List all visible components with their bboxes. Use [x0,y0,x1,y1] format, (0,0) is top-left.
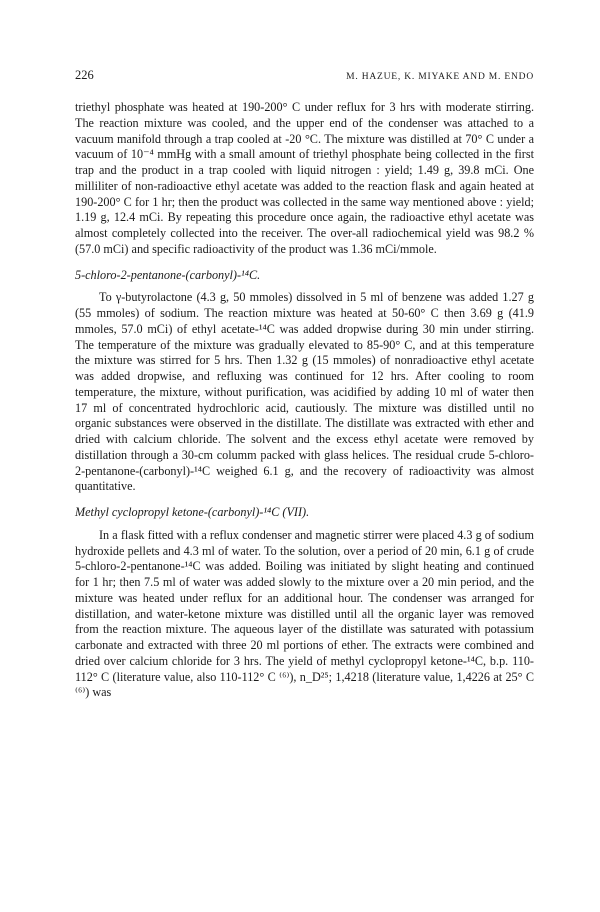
body-paragraph-chloropentanone: To γ-butyrolactone (4.3 g, 50 mmoles) dissolved in 5 ml of benzene was added 1.27 g (55 mmoles) of sodium. The reaction mixture was heated at 50-60° C then 3.69 g (41.9 mmoles, 57.0 mCi) of ethyl acetate-¹⁴C was added dropwise during 30 min under stirring. The temperature of the mixture was gradually elevated to 85-90° C, and at this temperature the mixture was stirred for 5 hrs. Then 1.32 g (15 mmoles) of nonradioactive ethyl acetate was added dropwise, and refluxing was continued for 12 hrs. After cooling to room temperature, the mixture, without purification, was acidified by adding 10 ml of water then 17 ml of concentrated hydrochloric acid, cautiously. The mixture was distilled until no organic substances were observed in the distillate. The distillate was extracted with ether and dried with calcium chloride. The solvent and the excess ethyl acetate were removed by distillation through a 30-cm columm packed with glass helices. The residual crude 5-chloro-2-pentanone-(carbonyl)-¹⁴C weighed 6.1 g, and the recovery of radioactivity was almost quantitative. [75,290,534,494]
page-header [75,68,534,88]
section-heading-chloropentanone: 5-chloro-2-pentanone-(carbonyl)-¹⁴C. [75,267,261,282]
section-heading-methyl-cyclopropyl-ketone: Methyl cyclopropyl ketone-(carbonyl)-¹⁴C (VII). [75,505,310,519]
body-paragraph-methyl-cyclopropyl-ketone: In a flask fitted with a reflux condenser and magnetic stirrer were placed 4.3 g of sodium hydroxide pellets and 4.3 ml of water. To the solution, over a period of 20 min, 6.1 g of crude 5-chloro-2-pentanone-¹⁴C was added. Boiling was initiated by slight heating and continued for 1 hr; then 7.5 ml of water was added slowly to the mixture over a 20 min period, and the mixture was heated under reflux for an additional hour. The condenser was arranged for distillation, and water-ketone mixture was distilled until all the organic layer was removed from the reaction mixture. The aqueous layer of the distillate was saturated with potassium carbonate and extracted with three 20 ml portions of ether. The extracts were combined and dried over calcium chloride for 3 hrs. The yield of methyl cyclopropyl ketone-¹⁴C, b.p. 110-112° C (literature value, also 110-112° C ⁽⁶⁾), n_D²⁵; 1,4218 (literature value, 1,4226 at 25° C ⁽⁶⁾) was [75,527,534,700]
running-head: M. HAZUE, K. MIYAKE AND M. ENDO [346,72,534,82]
body-paragraph-continuation: triethyl phosphate was heated at 190-200° C under reflux for 3 hrs with moderate stirring. The reaction mixture was cooled, and the upper end of the condenser was attached to a vacuum manifold through a trap cooled at -20 °C. The mixture was distilled at 70° C under a vacuum of 10⁻⁴ mmHg with a small amount of triethyl phosphate being collected in the first trap and the product in a trap cooled with liquid nitrogen : yield; 1.49 g, 39.8 mCi. One milliliter of non-radioactive ethyl acetate was added to the reaction flask and again heated at 190-200° C for 1 hr; then the product was collected in the same way mentioned above : yield; 1.19 g, 12.4 mCi. By repeating this procedure once again, the radioactive ethyl acetate was almost completely collected into the receiver. The over-all radiochemical yield was 98.2 % (57.0 mCi) and specific radioactivity of the product was 1.36 mCi/mmole. [75,100,534,256]
document-page [75,68,534,701]
page-number: 226 [75,68,94,82]
